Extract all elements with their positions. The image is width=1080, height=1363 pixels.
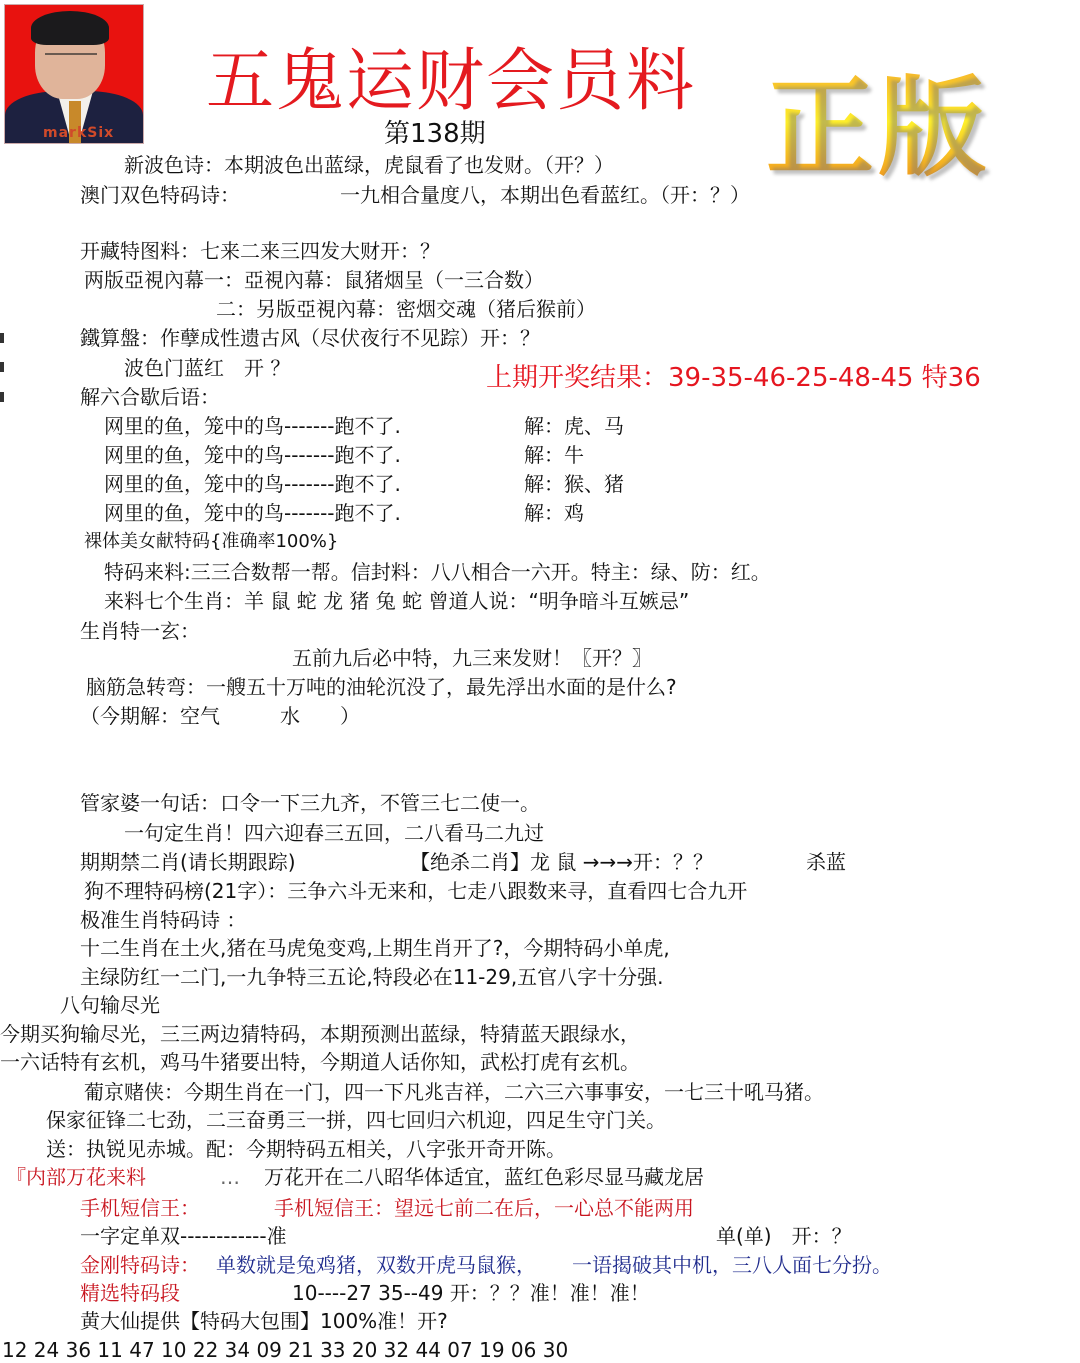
banned-zodiac-label: 期期禁二肖(请长期跟踪) [80,850,296,874]
odd-even-label: 一字定单双------------准 [80,1224,287,1248]
xiehouyu-answer: 解：猴、猪 [524,472,624,496]
xiehouyu-answer: 解：虎、马 [524,414,624,438]
internal-wanhua-label: 『内部万花来料 [6,1165,146,1189]
internal-wanhua-text: 万花开在二八昭华体适宜，蓝红色彩尽显马藏龙居 [264,1165,704,1189]
iron-abacus-line: 鐵算盤：作孽成性遗古风（尽伏夜行不见踪）开：？ [80,326,540,350]
nude-beauty-special: 裸体美女献特码{准确率100%} [84,531,339,552]
edge-mark [0,333,4,343]
brain-teaser-answer: （今期解：空气 水 ） [80,704,360,728]
zodiac-mystery-verse: 五前九后必中特，九三来发财！〖开？〗 [292,646,652,670]
zodiac-poem-line-1: 十二生肖在土火,猪在马虎兔变鸡,上期生肖开了?，今期特码小单虎, [80,936,670,960]
wave-color-gate: 波色门蓝红 开 ？ [124,356,291,380]
eight-lines-heading: 八句输尽光 [60,993,160,1017]
xiehouyu-answer: 解：鸡 [524,501,584,525]
photo-glasses [45,53,97,65]
selected-range-label: 精选特码段 [80,1281,180,1305]
odd-even-result: 单(单) 开：？ [716,1224,852,1248]
defender-line: 保家征锋二七劲，二三奋勇三一拼，四七回归六机迎，四足生守门关。 [46,1108,666,1132]
eight-lines-verse-1: 今期买狗输尽光，三三两边猜特码，本期预测出蓝绿，特猜蓝天跟绿水， [0,1022,640,1046]
xiehouyu-answer: 解：牛 [524,443,584,467]
brain-teaser-question: 脑筋急转弯：一艘五十万吨的油轮沉没了，最先浮出水面的是什么? [86,675,677,699]
zodiac-mystery-heading: 生肖特一玄： [80,619,200,643]
zodiac-poem-line-2: 主绿防红一二门,一九争特三五论,特段必在11-29,五官八字十分强. [80,965,664,989]
lisboa-gambler-line: 葡京赌侠：今期生肖在一门，四一下凡兆吉祥，二六三六事事安，一七三十吼马猪。 [84,1080,824,1104]
last-draw-result: 上期开奖结果：39-35-46-25-48-45 特36 [486,363,981,393]
eight-lines-verse-2: 一六话特有玄机，鸡马牛猪要出特，今期道人话你知，武松打虎有玄机。 [0,1050,640,1074]
page-title: 五鬼运财会员料 [206,42,697,121]
special-code-source: 特码来料:三三合数帮一帮。信封料：八八相合一六开。特主：绿、防：红。 [104,560,771,584]
xiehouyu-riddle: 网里的鱼，笼中的鸟-------跑不了. [104,501,401,525]
send-match-line: 送：执锐见赤城。配：今期特码五相关，八字张开奇开陈。 [46,1137,566,1161]
special-number-list: 12 24 36 11 47 10 22 34 09 21 33 20 32 44 07 19 06 30 [2,1338,569,1362]
one-sentence-zodiac: 一句定生肖！四六迎春三五回，二八看马二九过 [124,821,544,845]
portrait-photo [4,4,144,144]
sms-king-label: 手机短信王： [80,1196,200,1220]
photo-hair [31,11,109,45]
vajra-poem-part-a: 单数就是兔鸡猪，双数开虎马鼠猴， [216,1253,536,1277]
wave-color-poem: 新波色诗：本期波色出蓝绿，虎鼠看了也发财。（开？） [124,153,614,177]
selected-range-text: 10----27 35--49 开：？？准！准！准！ [292,1281,650,1305]
photo-brand-watermark: markSix [43,125,115,141]
xiehouyu-heading: 解六合歇后语： [80,385,220,409]
issue-number: 第138期 [384,119,486,149]
atv-insider-1: 两版亞視內幕一：亞視內幕：鼠猪烟呈（一三合数） [84,268,544,292]
vajra-poem-label: 金刚特码诗： [80,1253,200,1277]
edge-mark [0,362,4,372]
edge-mark [0,392,4,402]
macau-color-poem-text: 一九相合量度八，本期出色看蓝红。（开：？） [340,183,750,207]
atv-insider-2: 二：另版亞視內幕：密烟交魂（猪后猴前） [216,297,596,321]
goubuli-code-list: 狗不理特码榜(21字）：三争六斗无来和，七走八跟数来寻，直看四七合九开 [84,879,748,903]
sms-king-text: 手机短信王：望远七前二在后，一心总不能两用 [274,1196,694,1220]
treasure-map-line: 开藏特图料：七来二来三四发大财开：？ [80,239,440,263]
kill-color: 杀蓝 [806,850,846,874]
xiehouyu-riddle: 网里的鱼，笼中的鸟-------跑不了. [104,443,401,467]
housekeeper-saying: 管家婆一句话：口令一下三九齐，不管三七二使一。 [80,791,540,815]
accurate-zodiac-poem-heading: 极准生肖特码诗 ： [80,908,247,932]
ellipsis: … [220,1165,240,1189]
kill-two-zodiac: 【绝杀二肖】龙 鼠 →→→开：？？ [410,850,713,874]
wong-tai-sin-line: 黄大仙提供【特码大包围】100%准！开? [80,1309,448,1333]
seven-zodiacs-line: 来料七个生肖：羊 鼠 蛇 龙 猪 兔 蛇 曾道人说：“明争暗斗互嫉忌” [104,589,690,613]
authentic-stamp: 正版 [766,65,991,191]
macau-color-poem-label: 澳门双色特码诗： [80,183,240,207]
xiehouyu-riddle: 网里的鱼，笼中的鸟-------跑不了. [104,472,401,496]
xiehouyu-riddle: 网里的鱼，笼中的鸟-------跑不了. [104,414,401,438]
vajra-poem-part-b: 一语揭破其中机，三八人面七分扮。 [572,1253,892,1277]
